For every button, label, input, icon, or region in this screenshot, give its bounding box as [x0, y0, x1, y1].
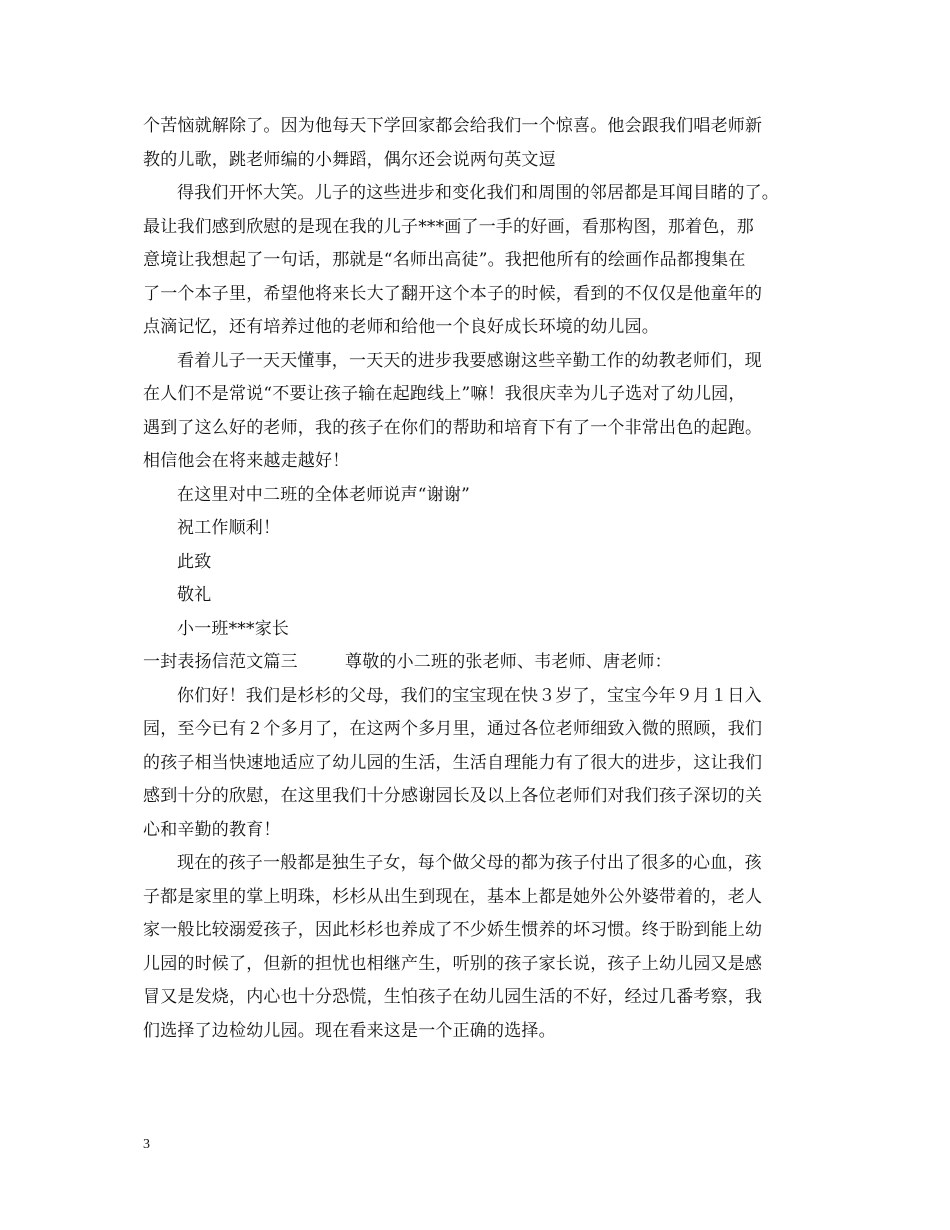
text-line: 个苦恼就解除了。因为他每天下学回家都会给我们一个惊喜。他会跟我们唱老师新: [143, 116, 763, 136]
text-line: 了一个本子里，希望他将来长大了翻开这个本子的时候，看到的不仅仅是他童年的: [143, 283, 763, 304]
document-body: [143, 110, 823, 1048]
text-line: 点滴记忆，还有培养过他的老师和给他一个良好成长环境的幼儿园。: [143, 317, 659, 337]
text-line: 最让我们感到欣慰的是现在我的儿子***画了一手的好画，看那构图，那着色，那: [143, 216, 754, 237]
text-line: 看着儿子一天天懂事，一天天的进步我要感谢这些辛勤工作的幼教老师们，现: [177, 350, 762, 371]
text-line: 教的儿歌，跳老师编的小舞蹈，偶尔还会说两句英文逗: [143, 149, 556, 170]
text-line: 相信他会在将来越走越好！: [143, 451, 350, 471]
text-line: 意境让我想起了一句话，那就是“名师出高徒”。我把他所有的绘画作品都搜集在: [143, 250, 746, 270]
page-number: 3: [143, 1137, 150, 1152]
text-line: 敬礼: [177, 585, 212, 605]
letter-salutation: 尊敬的小二班的张老师、韦老师、唐老师：: [345, 652, 672, 672]
letter-body: [143, 680, 823, 1049]
text-line: 此致: [177, 551, 212, 572]
text-line: 在人们不是常说“不要让孩子输在起跑线上”嘛！我很庆幸为儿子选对了幼儿园，: [143, 384, 746, 404]
text-line: 家一般比较溺爱孩子，因此杉杉也养成了不少娇生惯养的坏习惯。终于盼到能上幼: [143, 920, 763, 940]
text-line: 心和辛勤的教育！: [143, 819, 281, 840]
letter-title: 一封表扬信范文篇三: [143, 652, 298, 672]
text-line: 祝工作顺利！: [177, 518, 281, 538]
text-line: 园，至今已有２个多月了，在这两个多月里，通过各位老师细致入微的照顾，我们: [143, 719, 763, 739]
text-line: 小一班***家长: [177, 618, 290, 639]
letter-heading: [143, 646, 823, 680]
text-line: 儿园的时候了，但新的担忧也相继产生，听别的孩子家长说，孩子上幼儿园又是感: [143, 953, 763, 974]
text-line: 现在的孩子一般都是独生子女，每个做父母的都为孩子付出了很多的心血，孩: [177, 853, 762, 873]
text-line: 子都是家里的掌上明珠，杉杉从出生到现在，基本上都是她外公外婆带着的，老人: [143, 886, 763, 907]
letter-continuation: [143, 110, 823, 646]
text-line: 感到十分的欣慰，在这里我们十分感谢园长及以上各位老师们对我们孩子深切的关: [143, 786, 763, 806]
text-line: 在这里对中二班的全体老师说声“谢谢”: [177, 484, 470, 505]
text-line: 的孩子相当快速地适应了幼儿园的生活，生活自理能力有了很大的进步，这让我们: [143, 752, 763, 773]
text-line: 们选择了边检幼儿园。现在看来这是一个正确的选择。: [143, 1020, 556, 1041]
text-line: 得我们开怀大笑。儿子的这些进步和变化我们和周围的邻居都是耳闻目睹的了。: [177, 183, 779, 203]
text-line: 冒又是发烧，内心也十分恐慌，生怕孩子在幼儿园生活的不好，经过几番考察，我: [143, 987, 763, 1007]
text-line: 你们好！我们是杉杉的父母，我们的宝宝现在快３岁了，宝宝今年９月１日入: [177, 685, 762, 706]
text-line: 遇到了这么好的老师，我的孩子在你们的帮助和培育下有了一个非常出色的起跑。: [143, 417, 763, 438]
